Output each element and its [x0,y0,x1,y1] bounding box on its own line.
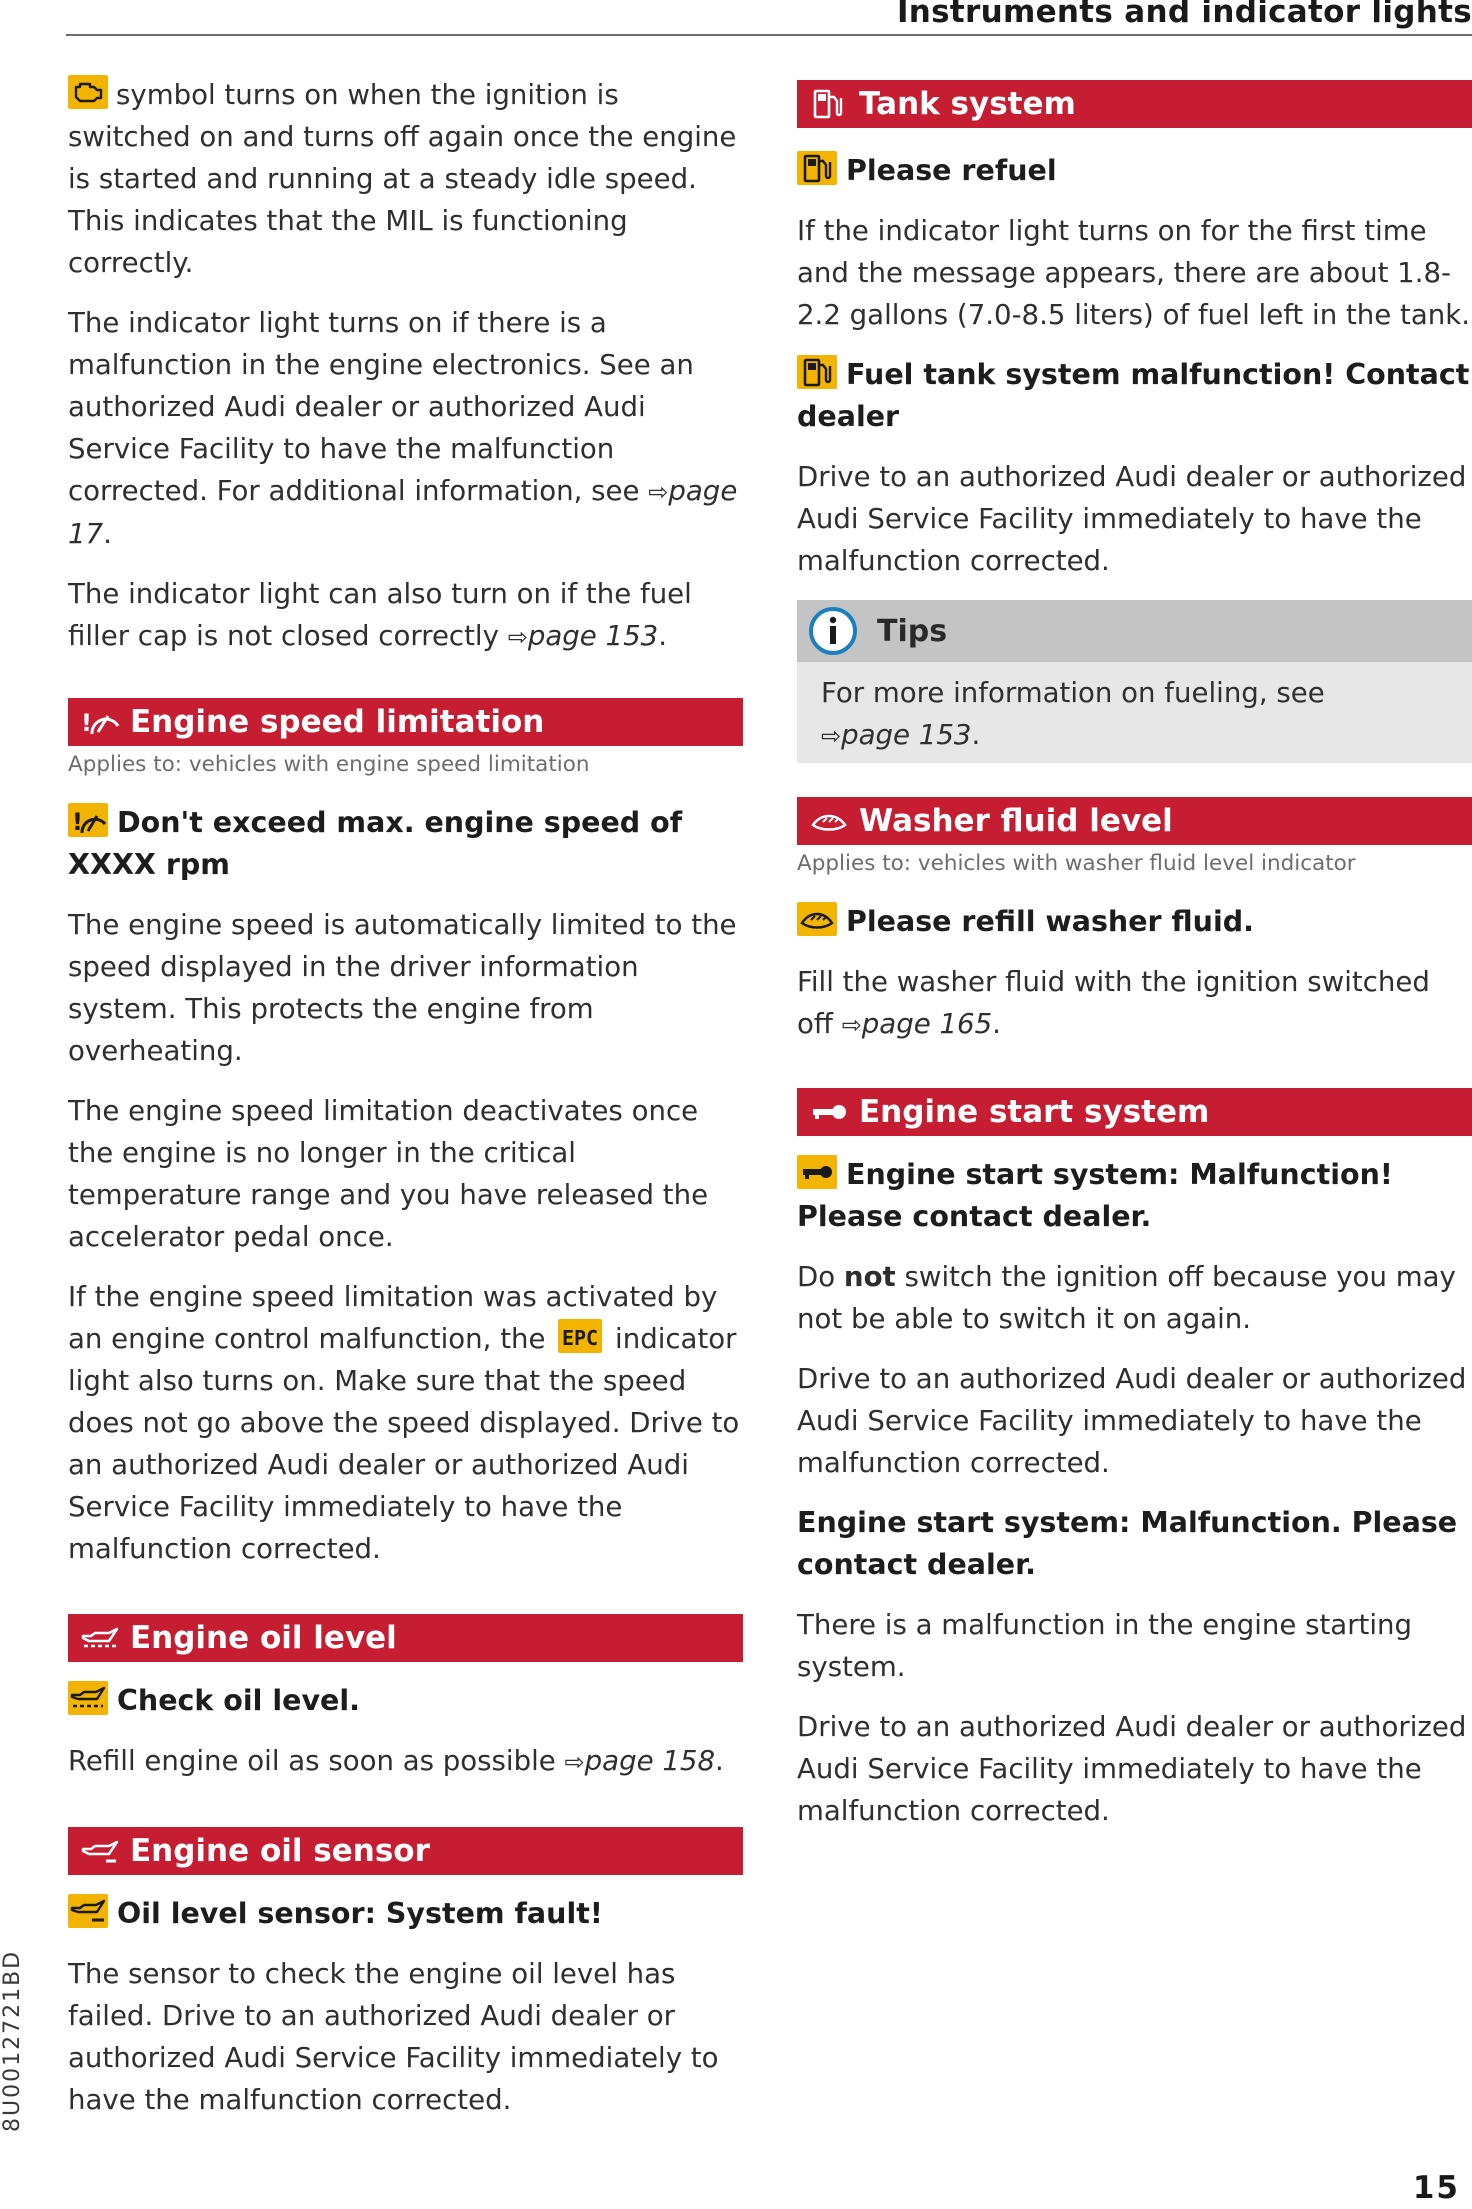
arrow-right-icon: ⇨ [507,623,528,651]
oil-sensor-paragraph: The sensor to check the engine oil level has failed. Drive to an authorized Audi dealer or authorized Audi Service Facility immediately to have the malfunction corrected. [68,1957,719,2116]
right-column [797,74,1472,1850]
oil-level-paragraph: Refill engine oil as soon as possible ⇨page 158. [68,1744,724,1777]
section-title: Engine oil sensor [130,1833,430,1869]
page-reference-link[interactable]: page 17 [68,474,738,550]
key-icon [797,1155,837,1189]
page-number: 15 [1412,2170,1460,2206]
tips-box [797,600,1472,763]
engine-start-malfunction-message-2: Engine start system: Malfunction. Please contact dealer. [797,1506,1458,1581]
fuel-cap-text: The indicator light can also turn on if the fuel filler cap is not closed correctly [68,577,692,652]
oil-can-icon [68,1681,108,1715]
svg-text:!: ! [72,808,83,836]
mil-malfunction-paragraph: The indicator light turns on if there is a malfunction in the engine electronics. See an authorized Audi dealer or authorized Audi Service Facility to have the malfunction corrected. For additional information, see ⇨page 17. [68,306,738,550]
section-title: Engine start system [859,1094,1210,1130]
fuel-pump-icon [797,355,837,389]
page-reference-link[interactable]: page 158 [584,1744,716,1777]
mil-intro-paragraph [68,74,743,284]
epc-icon [558,1319,602,1353]
paragraph-text: Fill the washer fluid with the ignition switched off [797,965,1430,1040]
page-reference-link[interactable]: page 165 [861,1007,993,1040]
arrow-right-icon: ⇨ [821,722,842,750]
arrow-right-icon: ⇨ [564,1748,585,1776]
refuel-paragraph: If the indicator light turns on for the first time and the message appears, there are about 1.8-2.2 gallons (7.0-8.5 liters) of fuel left in the tank. [797,214,1470,331]
refuel-message [797,150,1472,192]
engine-start-paragraph-1 [797,1256,1472,1340]
engine-speed-paragraph-3 [68,1276,743,1570]
page-reference-link[interactable]: page 153 [841,718,972,751]
paragraph-text: Refill engine oil as soon as possible [68,1744,556,1777]
washer-fluid-message [797,901,1472,943]
key-icon [809,1096,849,1128]
washer-fluid-icon [797,902,837,936]
washer-fluid-paragraph: Fill the washer fluid with the ignition switched off ⇨page 165. [797,965,1430,1040]
paragraph-text: If the engine speed limitation was activated by an engine control malfunction, the [68,1280,718,1355]
message-text: Don't exceed max. engine speed of XXXX rpm [68,806,683,881]
fuel-pump-icon [797,151,837,185]
arrow-right-icon: ⇨ [648,478,669,506]
section-title: Engine speed limitation [130,704,545,740]
section-washer-fluid-level [797,797,1472,845]
applies-to-note: Applies to: vehicles with engine speed limitation [68,752,590,777]
tips-text: For more information on fueling, see [821,676,1325,709]
oil-level-message [68,1680,743,1722]
engine-start-paragraph-3: There is a malfunction in the engine starting system. [797,1608,1413,1683]
running-header: Instruments and indicator lights [896,0,1472,30]
oil-sensor-icon [80,1835,120,1867]
message-text: Please refuel [846,154,1057,187]
tachometer-icon [80,706,120,738]
message-text: Engine start system: Malfunction! Please contact dealer. [797,1158,1393,1233]
section-engine-oil-sensor [68,1827,743,1875]
tips-header [797,600,1472,662]
fuel-pump-icon [809,88,849,120]
message-text: Check oil level. [117,1684,360,1717]
message-text: Oil level sensor: System fault! [117,1897,603,1930]
oil-sensor-message [68,1893,743,1935]
washer-fluid-icon [809,805,849,837]
engine-speed-message [68,802,743,886]
oil-can-icon [80,1622,120,1654]
section-title: Washer fluid level [859,803,1173,839]
arrow-right-icon: ⇨ [841,1011,862,1039]
oil-sensor-icon [68,1894,108,1928]
info-icon [807,605,859,657]
header-rule [66,34,1472,36]
applies-to-note: Applies to: vehicles with washer fluid level indicator [797,851,1356,876]
section-engine-speed-limitation [68,698,743,746]
section-title: Tank system [859,86,1076,122]
engine-icon [68,75,108,109]
tachometer-icon [68,803,108,837]
mil-intro-text: symbol turns on when the ignition is switched on and turns off again once the engine is started and running at a steady idle speed. This indicates that the MIL is functioning correctly. [68,78,737,279]
engine-start-paragraph-2: Drive to an authorized Audi dealer or authorized Audi Service Facility immediately to have the malfunction corrected. [797,1362,1467,1479]
section-title: Engine oil level [130,1620,397,1656]
message-text: Please refill washer fluid. [846,905,1254,938]
engine-speed-paragraph-2: The engine speed limitation deactivates once the engine is no longer in the critical temperature range and you have released the accelerator pedal once. [68,1094,709,1253]
section-engine-start-system [797,1088,1472,1136]
tips-body: For more information on fueling, see ⇨page 153. [821,676,1325,751]
paragraph-text: indicator light also turns on. Make sure that the speed does not go above the speed displayed. Drive to an authorized Audi dealer or authorized Audi Service Facility immediately to have the malfunction corrected. [68,1322,740,1565]
fuel-cap-paragraph: The indicator light can also turn on if the fuel filler cap is not closed correctly ⇨page 153. [68,577,692,652]
emphasis-text: not [843,1260,896,1293]
message-text: Fuel tank system malfunction! Contact dealer [797,358,1470,433]
paragraph-text: Do [797,1260,836,1293]
engine-start-paragraph-4: Drive to an authorized Audi dealer or authorized Audi Service Facility immediately to have the malfunction corrected. [797,1710,1467,1827]
engine-speed-paragraph-1: The engine speed is automatically limited to the speed displayed in the driver information system. This protects the engine from overheating. [68,908,737,1067]
tips-title: Tips [877,613,948,649]
svg-text:!: ! [81,709,92,737]
document-code: 8U0012721BD [0,1949,25,2132]
section-engine-oil-level [68,1614,743,1662]
paragraph-text: switch the ignition off because you may not be able to switch it on again. [797,1260,1456,1335]
epc-label: EPC [562,1326,599,1350]
mil-malfunction-text: The indicator light turns on if there is a malfunction in the engine electronics. See an authorized Audi dealer or authorized Audi Service Facility to have the malfunction corrected. For additional information, see [68,306,694,507]
fuel-tank-malfunction-paragraph: Drive to an authorized Audi dealer or authorized Audi Service Facility immediately to have the malfunction corrected. [797,460,1467,577]
fuel-tank-malfunction-message [797,354,1472,438]
section-tank-system [797,80,1472,128]
page-reference-link[interactable]: page 153 [527,619,659,652]
engine-start-malfunction-message [797,1154,1472,1238]
left-column [68,74,743,2139]
